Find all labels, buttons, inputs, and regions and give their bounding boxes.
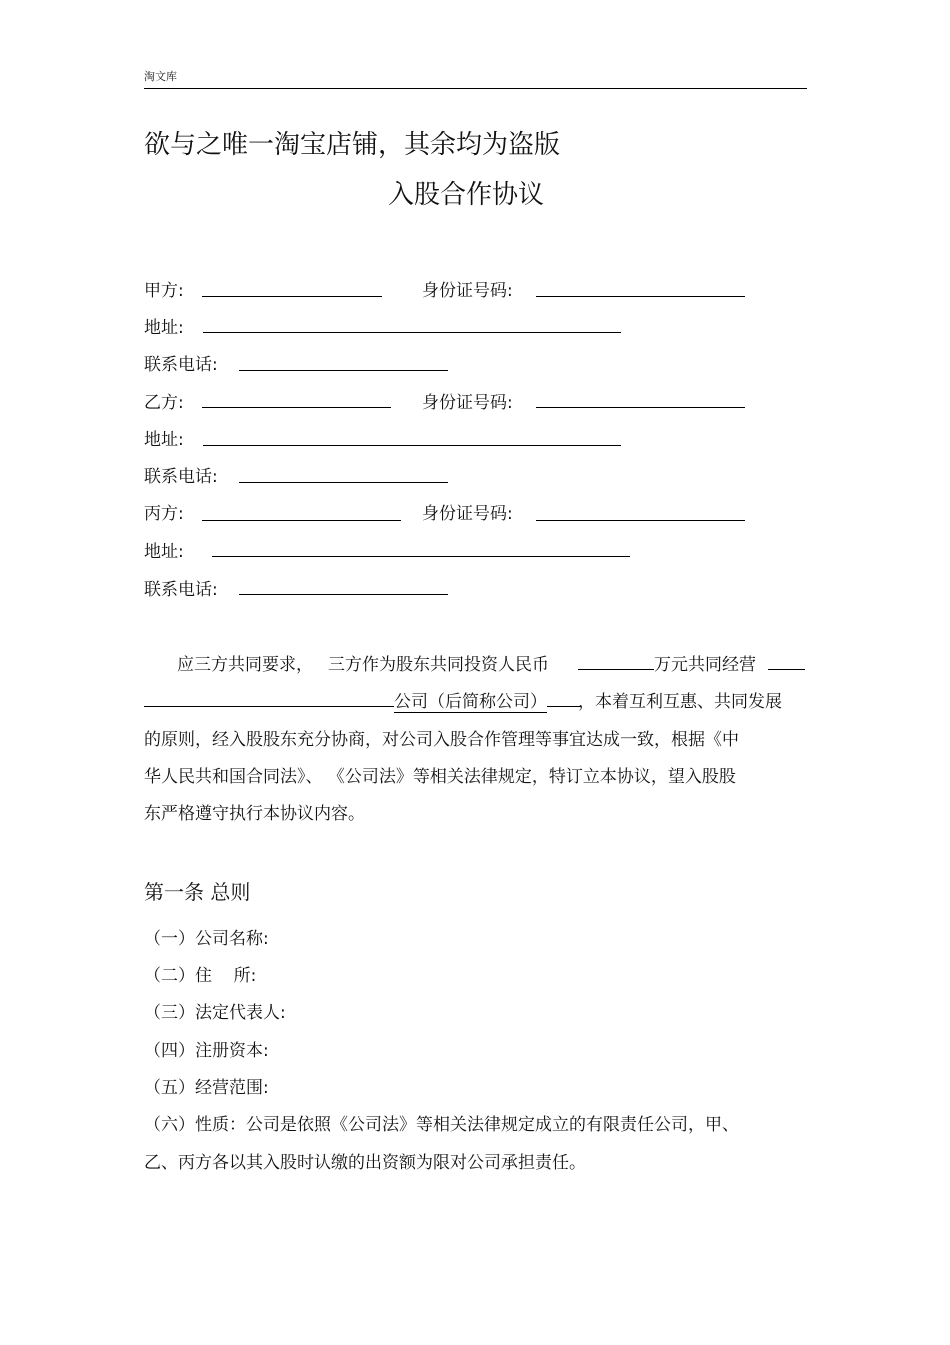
party-c-phone-label: 联系电话: (144, 580, 218, 600)
party-a-phone-label: 联系电话: (144, 355, 218, 375)
party-b-phone-label: 联系电话: (144, 467, 218, 487)
party-c-name-label: 丙方: (144, 504, 184, 524)
intro-line-3: 的原则，经入股股东充分协商，对公司入股合作管理等事宜达成一致，根据《中 (144, 730, 739, 750)
party-c-name-blank[interactable] (202, 520, 401, 521)
party-c-address-label: 地址: (144, 542, 184, 562)
section-1-item-4: （四）注册资本: (144, 1041, 269, 1061)
party-b-address-blank[interactable] (203, 445, 621, 446)
intro-line-1c: 万元共同经营 (654, 655, 756, 675)
party-b-name-blank[interactable] (202, 407, 391, 408)
party-a-name-label: 甲方: (144, 281, 184, 301)
section-1-item-6-cont: 乙、丙方各以其入股时认缴的出资额为限对公司承担责任。 (144, 1153, 586, 1173)
section-1-item-1: （一）公司名称: (144, 929, 269, 949)
party-b-name-label: 乙方: (144, 393, 184, 413)
intro-line-1a: 应三方共同要求， (177, 655, 313, 675)
party-a-address-blank[interactable] (203, 332, 621, 333)
intro-line-2a (394, 687, 581, 712)
section-1-item-3: （三）法定代表人: (144, 1003, 286, 1023)
party-b-id-blank[interactable] (536, 407, 745, 408)
headline: 欲与之唯一淘宝店铺，其余均为盗版 (144, 130, 561, 160)
intro-line-1b: 三方作为股东共同投资人民币 (328, 655, 549, 675)
header-label: 淘文库 (144, 70, 177, 83)
party-c-id-label: 身份证号码: (422, 504, 513, 524)
section-1-item-2: （二）住 所: (144, 966, 257, 986)
intro-line-5: 东严格遵守执行本协议内容。 (144, 804, 365, 824)
section-1-item-6: （六）性质：公司是依照《公司法》等相关法律规定成立的有限责任公司，甲、 (144, 1115, 739, 1135)
party-a-address-label: 地址: (144, 318, 184, 338)
investment-amount-blank[interactable] (578, 669, 654, 670)
business-name-blank-1[interactable] (768, 669, 805, 670)
party-c-phone-blank[interactable] (239, 594, 448, 595)
document-title: 入股合作协议 (388, 180, 545, 210)
section-1-item-5: （五）经营范围: (144, 1078, 269, 1098)
company-short-name: 公司（后简称公司） (394, 692, 547, 712)
party-b-id-label: 身份证号码: (422, 393, 513, 413)
intro-line-4: 华人民共和国合同法》、 《公司法》等相关法律规定，特订立本协议，望入股股 (144, 767, 736, 787)
party-a-id-label: 身份证号码: (422, 281, 513, 301)
business-name-blank-2[interactable] (144, 706, 394, 707)
header-rule (144, 88, 807, 89)
intro-line-2b: ，本着互利互惠、共同发展 (578, 692, 782, 712)
company-short-name-blank[interactable] (547, 692, 581, 707)
party-b-phone-blank[interactable] (239, 482, 448, 483)
party-a-name-blank[interactable] (202, 296, 382, 297)
party-c-id-blank[interactable] (536, 520, 745, 521)
party-c-address-blank[interactable] (212, 556, 630, 557)
party-b-address-label: 地址: (144, 430, 184, 450)
party-a-phone-blank[interactable] (239, 370, 448, 371)
party-a-id-blank[interactable] (536, 296, 745, 297)
section-1-title: 第一条 总则 (144, 880, 251, 904)
